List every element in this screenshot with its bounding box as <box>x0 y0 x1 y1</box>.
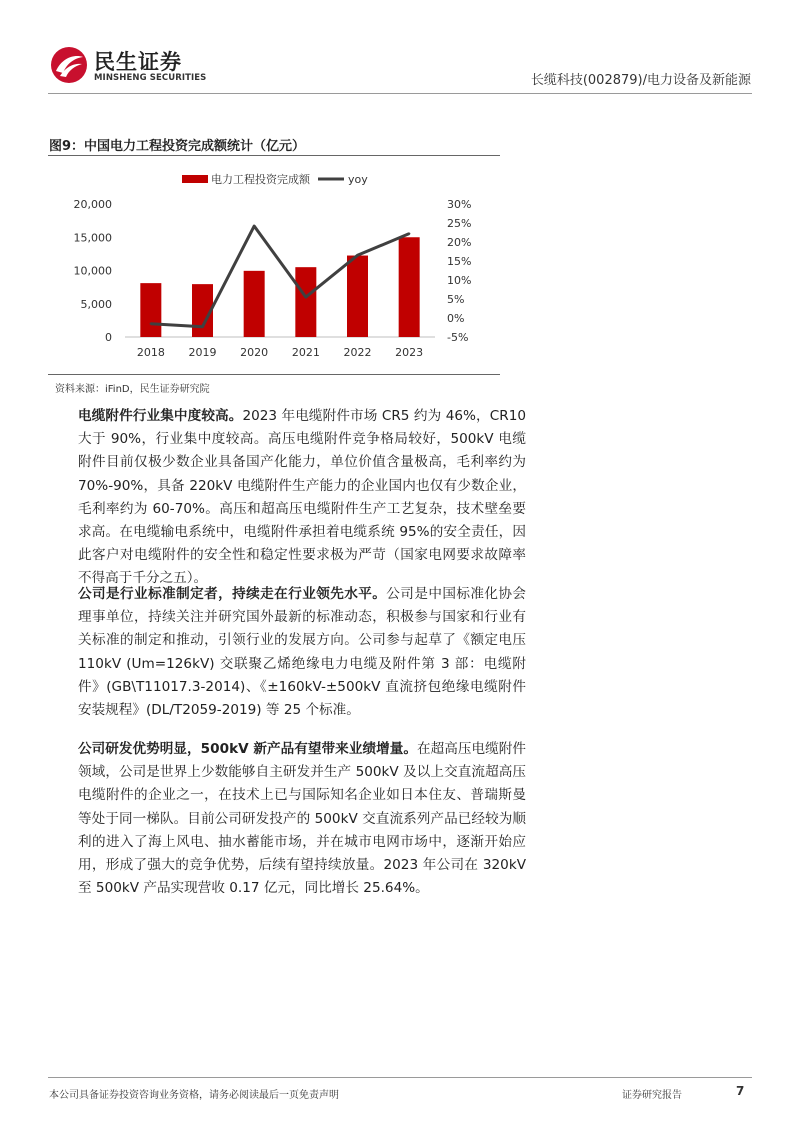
y-left-tick-label: 15,000 <box>73 231 112 245</box>
paragraph-industry-concentration <box>78 405 526 591</box>
y-right-tick-label: 25% <box>447 217 472 230</box>
y-right-tick-label: 5% <box>447 293 465 306</box>
brand-name-cn: 民生证券 <box>94 50 182 74</box>
paragraph-text: 公司是中国标准化协会理事单位，持续关注并研究国外最新的标准动态，积极参与国家和行业有关标准的制定和推动，引领行业的发展方向。公司参与起草了《额定电压 110kV (Um=126kV) 交联聚乙烯绝缘电力电缆及附件第 3 部：电缆附件》(GB\T11017.3-2014)、《±160kV-±500kV 直流挤包绝缘电缆附件安装规程》(DL/T2059-2019) 等 25 个标准。 <box>78 586 527 719</box>
brand-logo <box>50 42 207 88</box>
header-divider <box>48 93 752 94</box>
paragraph-text: 在超高压电缆附件领域，公司是世界上少数能够自主研发并生产 500kV 及以上交直流超高压电缆附件的企业之一，在技术上已与国际知名企业如日本住友、普瑞斯曼等处于同一梯队。目前公司研发投产的 500kV 交直流系列产品已经较为顺利的进入了海上风电、抽水蓄能市场，并在城市电网市场中，逐渐开始应用，形成了强大的竞争优势，后续有望持续放量。2023 年公司在 320kV 至 500kV 产品实现营收 0.17 亿元，同比增长 25.64%。 <box>78 741 527 897</box>
y-right-tick-label: 0% <box>447 312 465 325</box>
x-tick-label: 2023 <box>395 346 424 359</box>
y-right-tick-label: 20% <box>447 236 472 249</box>
bar-2021 <box>295 267 316 337</box>
bar-2018 <box>140 283 161 337</box>
yoy-point-2021 <box>305 296 307 298</box>
legend-bar-label: 电力工程投资完成额 <box>211 173 310 186</box>
legend-bar-swatch <box>182 175 208 183</box>
x-tick-label: 2022 <box>343 346 372 359</box>
yoy-point-2023 <box>408 232 410 234</box>
footer-report-type: 证券研究报告 <box>622 1090 682 1101</box>
bar-2022 <box>347 256 368 337</box>
x-tick-label: 2018 <box>136 346 165 359</box>
legend-line-label: yoy <box>348 173 368 186</box>
y-right-tick-label: -5% <box>447 331 469 344</box>
paragraph-lead: 电缆附件行业集中度较高。 <box>78 408 243 424</box>
x-tick-label: 2021 <box>291 346 320 359</box>
yoy-point-2020 <box>253 225 255 227</box>
yoy-point-2019 <box>201 326 203 328</box>
paragraph-lead: 公司研发优势明显，500kV 新产品有望带来业绩增量。 <box>78 741 417 757</box>
footer-divider <box>48 1077 752 1078</box>
x-tick-label: 2020 <box>240 346 269 359</box>
chart-legend <box>182 172 368 186</box>
figure-bottom-rule <box>48 374 500 375</box>
paragraph-rnd-advantage <box>78 738 526 900</box>
brand-name-en: MINSHENG SECURITIES <box>94 73 207 83</box>
bar-2023 <box>399 237 420 337</box>
yoy-point-2018 <box>150 323 152 325</box>
yoy-point-2022 <box>356 254 358 256</box>
footer-disclaimer: 本公司具备证券投资咨询业务资格，请务必阅读最后一页免责声明 <box>49 1090 339 1101</box>
page-number: 7 <box>736 1084 745 1098</box>
minsheng-logo-icon <box>50 46 88 84</box>
y-right-tick-label: 10% <box>447 274 472 287</box>
y-right-tick-label: 30% <box>447 198 472 211</box>
y-right-tick-label: 15% <box>447 255 472 268</box>
figure-title: 图9：中国电力工程投资完成额统计（亿元） <box>49 139 306 154</box>
paragraph-lead: 公司是行业标准制定者，持续走在行业领先水平。 <box>78 586 387 602</box>
figure-source: 资料来源：iFinD，民生证券研究院 <box>55 384 210 395</box>
paragraph-standard-setter <box>78 583 526 722</box>
paragraph-text: 2023 年电缆附件市场 CR5 约为 46%，CR10 大于 90%，行业集中度较高。高压电缆附件竞争格局较好，500kV 电缆附件目前仅极少数企业具备国产化能力，单位价值含量极高，毛利率约为 70%-90%，具备 220kV 电缆附件生产能力的企业国内也仅有少数企业，毛利率约为 60-70%。高压和超高压电缆附件生产工艺复杂，技术壁垒要求高。在电缆输电系统中，电缆附件承担着电缆系统 95%的安全责任，因此客户对电缆附件的安全性和稳定性要求极为严苛（国家电网要求故障率不得高于千分之五）。 <box>78 408 526 587</box>
figure-top-rule <box>48 155 500 156</box>
bar-2020 <box>244 271 265 337</box>
investment-chart <box>48 160 500 370</box>
y-left-tick-label: 10,000 <box>73 264 112 278</box>
yoy-series-line <box>151 226 409 327</box>
x-tick-label: 2019 <box>188 346 217 359</box>
y-left-tick-label: 0 <box>105 331 112 344</box>
y-left-tick-label: 5,000 <box>80 297 112 311</box>
y-left-tick-label: 20,000 <box>73 198 112 211</box>
report-subject: 长缆科技(002879)/电力设备及新能源 <box>530 73 751 88</box>
